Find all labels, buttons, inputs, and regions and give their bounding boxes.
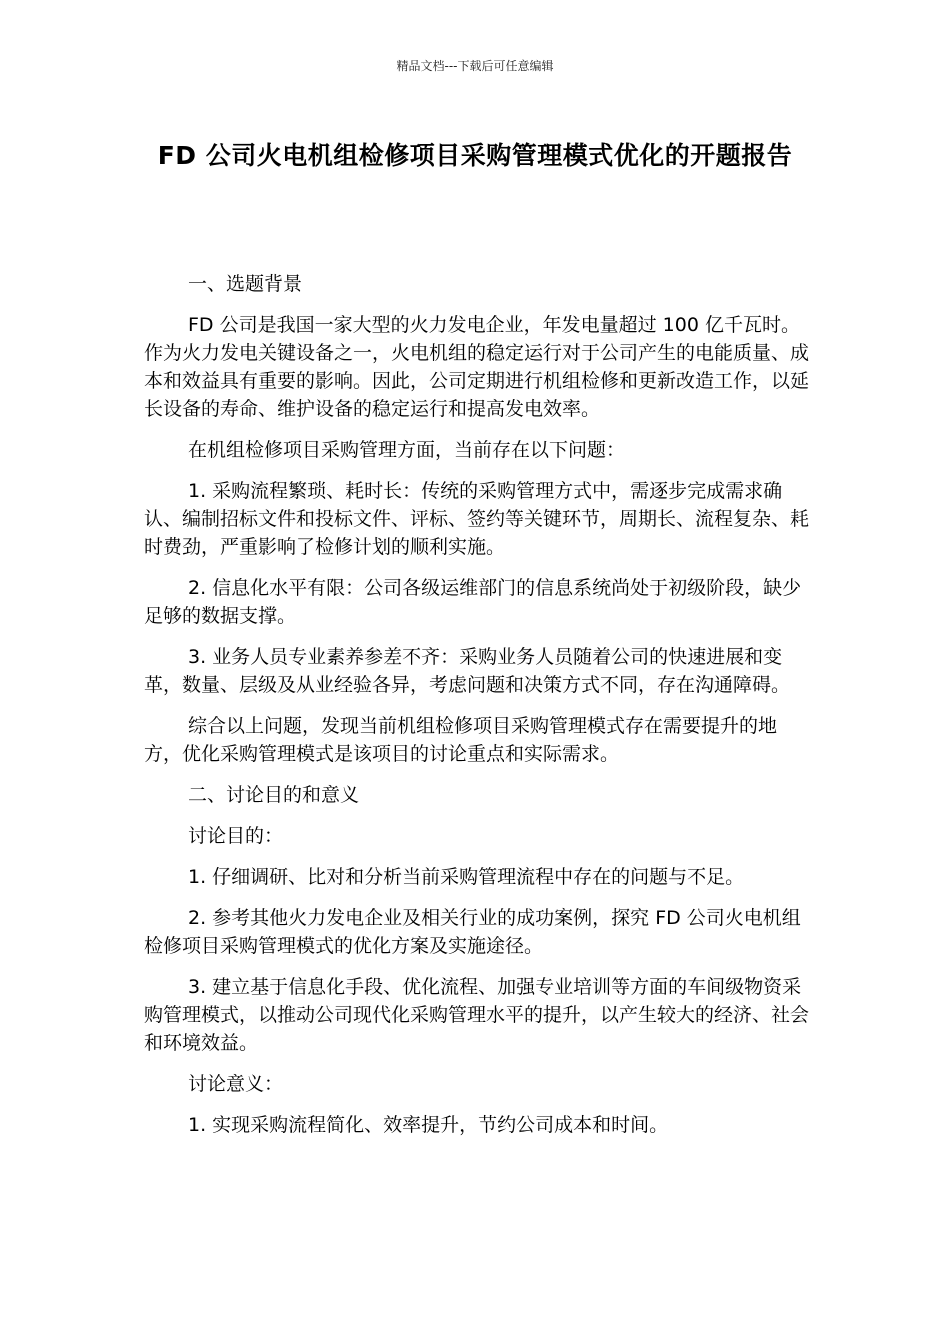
paragraph: 在机组检修项目采购管理方面，当前存在以下问题： [188, 439, 626, 461]
list-item: 1. 采购流程繁琐、耗时长：传统的采购管理方式中，需逐步完成需求确认、编制招标文件和投标文件、评标、签约等关键环节，周期长、流程复杂、耗时费劲，严重影响了检修计划的顺利实施。 [144, 480, 810, 558]
paragraph: FD 公司是我国一家大型的火力发电企业，年发电量超过 100 亿千瓦时。作为火力发电关键设备之一，火电机组的稳定运行对于公司产生的电能质量、成本和效益具有重要的影响。因此，公司定期进行机组检修和更新改造工作，以延长设备的寿命、维护设备的稳定运行和提高发电效率。 [144, 314, 810, 420]
list-item: 3. 业务人员专业素养参差不齐：采购业务人员随着公司的快速进展和变革，数量、层级及从业经验各异，考虑问题和决策方式不同，存在沟通障碍。 [144, 646, 791, 696]
subheading-purpose: 讨论目的： [188, 825, 284, 847]
list-item: 2. 信息化水平有限：公司各级运维部门的信息系统尚处于初级阶段，缺少足够的数据支撑。 [144, 577, 802, 627]
list-item: 1. 实现采购流程简化、效率提升，节约公司成本和时间。 [188, 1114, 669, 1136]
section-heading-background: 一、选题背景 [188, 273, 303, 295]
section-heading-purpose: 二、讨论目的和意义 [188, 784, 360, 806]
subheading-significance: 讨论意义： [188, 1073, 284, 1095]
header-note: 精品文档---下载后可任意编辑 [396, 59, 554, 73]
document-title: FD 公司火电机组检修项目采购管理模式优化的开题报告 [157, 141, 793, 170]
list-item: 1. 仔细调研、比对和分析当前采购管理流程中存在的问题与不足。 [188, 866, 745, 888]
list-item: 2. 参考其他火力发电企业及相关行业的成功案例，探究 FD 公司火电机组检修项目采购管理模式的优化方案及实施途径。 [144, 907, 801, 957]
list-item: 3. 建立基于信息化手段、优化流程、加强专业培训等方面的车间级物资采购管理模式，以推动公司现代化采购管理水平的提升，以产生较大的经济、社会和环境效益。 [144, 976, 810, 1054]
document-body [144, 270, 812, 1152]
paragraph: 综合以上问题，发现当前机组检修项目采购管理模式存在需要提升的地方，优化采购管理模式是该项目的讨论重点和实际需求。 [144, 715, 778, 765]
